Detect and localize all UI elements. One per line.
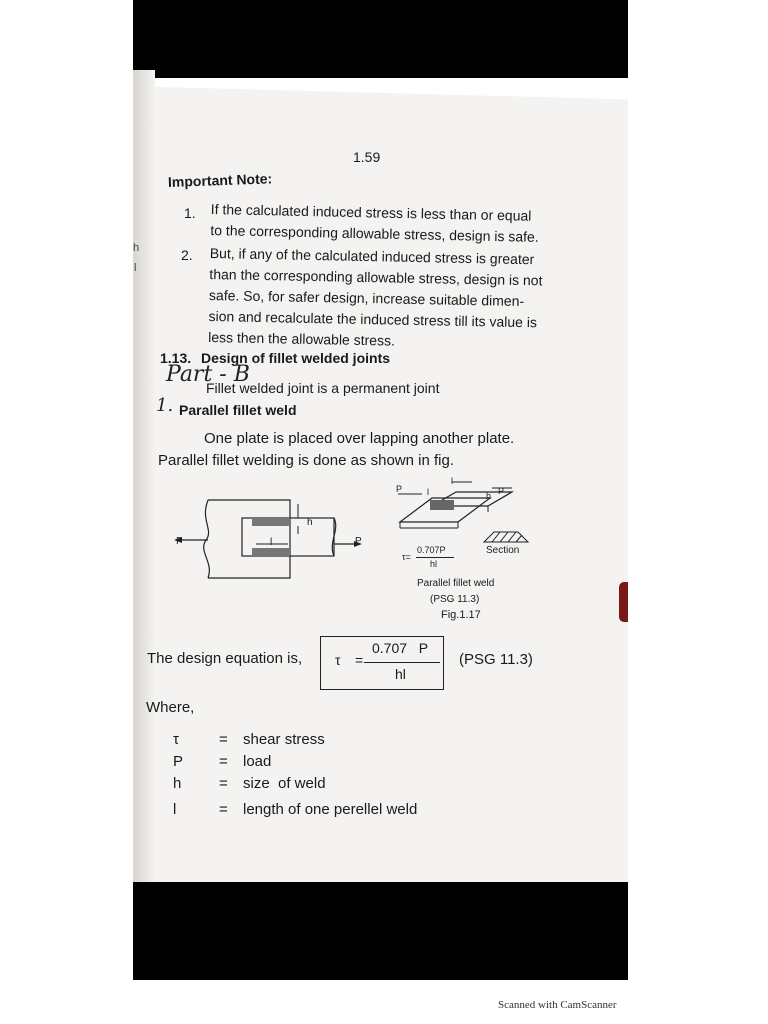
body-paragraph (158, 428, 514, 472)
intro-text: Fillet welded joint is a permanent joint (206, 380, 440, 396)
note-2-line-3: safe. So, for safer design, increase suitable dimen- (208, 286, 525, 310)
fig-caption-title: Parallel fillet weld (417, 578, 495, 589)
page-binding-shadow (133, 70, 155, 885)
def-row-p (173, 753, 271, 770)
subsection-title: Parallel fillet weld (179, 402, 297, 418)
def-text: length of one perellel weld (243, 801, 418, 818)
camscanner-watermark: Scanned with CamScanner (498, 999, 617, 1011)
note-1-number: 1. (184, 205, 196, 221)
def-symbol: P (173, 753, 184, 770)
design-eq-reference: (PSG 11.3) (459, 651, 533, 668)
para-line-2: Parallel fillet welding is done as shown in fig. (158, 452, 454, 469)
fig-l-label: l (270, 537, 273, 548)
note-2-line-2: than the corresponding allowable stress, design is not (209, 265, 543, 289)
iso-l-top-label: l (451, 476, 453, 486)
handwritten-part-label: Part - B (166, 362, 250, 387)
def-symbol: τ (173, 731, 179, 748)
page-number: 1.59 (353, 149, 381, 165)
design-eq-equals: = (355, 652, 364, 668)
iso-left-load: P (396, 484, 403, 494)
note-2-line-1: But, if any of the calculated induced stress is greater (209, 244, 535, 268)
def-text: shear stress (243, 731, 325, 748)
design-eq-denominator: hl (395, 666, 406, 682)
def-equals: = (219, 731, 228, 748)
section-label: Section (486, 545, 520, 556)
section-number: 1.13. (160, 350, 192, 366)
fig-tau-label: τ= (402, 552, 411, 562)
scan-top-border (133, 0, 628, 78)
fig-left-load: P (176, 536, 183, 547)
iso-right-load: P (498, 486, 505, 496)
def-text: load (243, 753, 272, 770)
def-equals: = (219, 775, 228, 792)
iso-h-label: h (486, 491, 492, 501)
margin-mark-1: h (133, 242, 140, 254)
fig-h-label: h (307, 517, 313, 528)
fig-tau-bar (416, 557, 454, 558)
def-text: size of weld (243, 775, 326, 792)
note-1-text (210, 199, 539, 248)
def-symbol: h (173, 775, 182, 792)
margin-mark-2: l (134, 262, 137, 274)
finger-edge (619, 582, 628, 622)
fig-caption-ref: (PSG 11.3) (430, 594, 480, 605)
note-2-line-4: sion and recalculate the induced stress till its value is (208, 307, 538, 331)
para-line-1: One plate is placed over lapping another plate. (204, 430, 515, 447)
def-equals: = (219, 801, 228, 818)
design-eq-tau: τ (335, 652, 341, 668)
design-eq-numerator: 0.707 P (372, 640, 429, 656)
note-2-number: 2. (181, 247, 193, 263)
fig-tau-numerator: 0.707P (417, 545, 446, 555)
design-eq-lead: The design equation is, (147, 650, 303, 667)
fig-right-load: P (355, 536, 362, 547)
note-1-line-1: If the calculated induced stress is less than or equal (210, 200, 532, 224)
section-title: Design of fillet welded joints (201, 350, 391, 366)
def-symbol: l (173, 801, 177, 818)
def-row-l (173, 801, 417, 818)
scan-bottom-border (133, 882, 628, 980)
def-row-tau (173, 731, 325, 748)
fig-tau-denominator: hl (430, 559, 438, 569)
handwritten-number: 1. (156, 395, 174, 416)
iso-l-label: l (427, 487, 429, 497)
section-hatch-symbol (482, 530, 530, 544)
note-heading: Important Note: (167, 170, 273, 190)
note-2-line-5: less then the allowable stress. (208, 328, 396, 349)
where-label: Where, (146, 699, 195, 716)
def-row-h (173, 775, 326, 792)
note-1-line-2: to the corresponding allowable stress, design is safe. (210, 221, 539, 245)
note-2-text (208, 243, 543, 354)
fig-number: Fig.1.17 (441, 609, 481, 621)
def-equals: = (219, 753, 228, 770)
design-eq-fraction-bar (364, 662, 440, 663)
